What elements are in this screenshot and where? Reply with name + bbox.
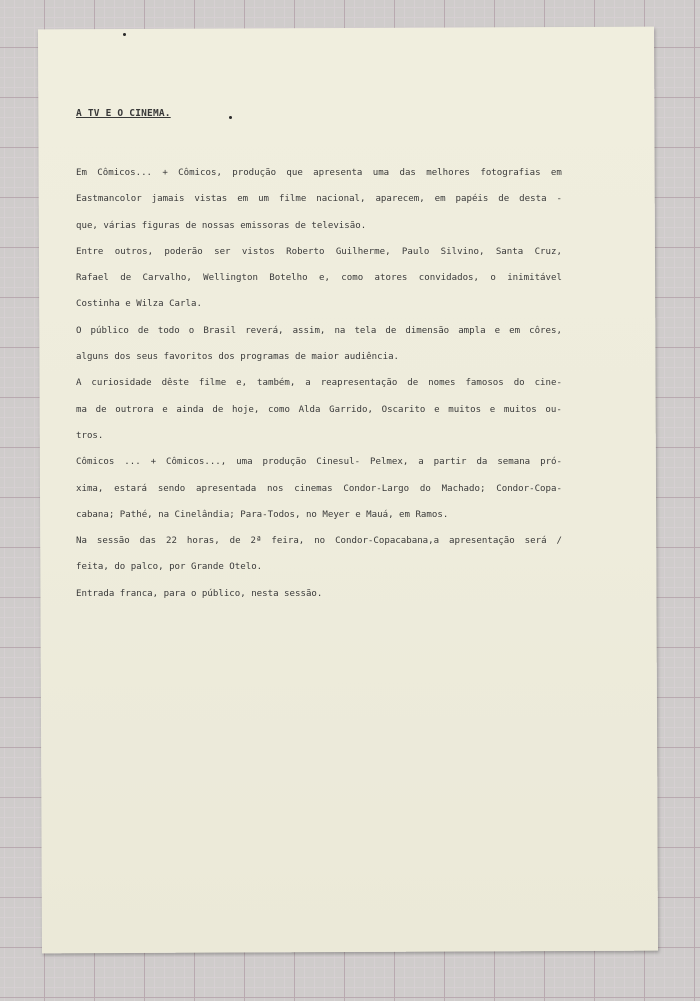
word: Em xyxy=(76,168,87,178)
word: sessão xyxy=(96,536,130,547)
word: A xyxy=(76,378,82,389)
text-line xyxy=(76,370,562,396)
word: Pelmex, xyxy=(370,457,409,468)
word: em xyxy=(237,194,249,205)
word: Entre xyxy=(76,246,104,257)
word: xima, xyxy=(76,483,104,494)
word: Santa xyxy=(495,246,524,257)
word: produção xyxy=(232,168,277,178)
word: de xyxy=(120,273,132,284)
word: Brasil xyxy=(203,325,237,336)
text-line xyxy=(76,239,562,265)
ink-speck xyxy=(123,33,126,36)
word: Wellington xyxy=(203,273,258,284)
word: uma xyxy=(372,168,390,178)
word: Eastmancolor xyxy=(76,194,142,205)
word: ma xyxy=(76,404,87,415)
word: reapresentação xyxy=(320,378,398,389)
word: vistas xyxy=(194,194,228,205)
word: e xyxy=(494,325,501,336)
word: Garrido, xyxy=(329,404,373,415)
word: o xyxy=(490,273,496,284)
text-line xyxy=(76,528,562,554)
word: Condor-Copacabana,a xyxy=(335,536,440,547)
word: e xyxy=(489,404,496,415)
word: semana xyxy=(497,457,531,468)
word: de xyxy=(498,194,510,205)
word: como xyxy=(268,404,290,415)
word: atores xyxy=(374,273,408,284)
word: também, xyxy=(257,378,296,389)
word: côres, xyxy=(529,325,562,336)
text-line: feita, do palco, por Grande Otelo. xyxy=(76,562,263,573)
word: ou- xyxy=(545,404,562,415)
word: convidados, xyxy=(418,273,479,284)
word: apresentada xyxy=(196,483,257,494)
word: da xyxy=(476,457,488,468)
word: estará xyxy=(114,483,148,494)
word: papéis xyxy=(455,194,489,205)
word: hoje, xyxy=(231,404,260,415)
word: Roberto xyxy=(286,246,325,257)
word: Rafael xyxy=(76,273,109,284)
word: outros, xyxy=(114,246,154,257)
word: ampla xyxy=(458,325,486,336)
word: cinemas xyxy=(294,483,333,494)
word: ser xyxy=(214,246,231,257)
word: Machado; xyxy=(441,483,486,494)
text-line xyxy=(76,397,562,423)
word: das xyxy=(399,168,416,178)
document-title: A TV E O CINEMA. xyxy=(76,108,171,119)
word: como xyxy=(341,273,364,284)
text-line xyxy=(76,318,562,344)
word: e xyxy=(434,404,440,415)
word: aparecem, xyxy=(375,194,425,205)
word: uma xyxy=(236,457,253,468)
word: O xyxy=(76,325,82,336)
text-line: alguns dos seus favoritos dos programas de maior audiência. xyxy=(76,352,400,363)
word: tela xyxy=(354,325,377,336)
word: e, xyxy=(318,273,330,284)
word: cine- xyxy=(534,378,562,389)
word: Cômicos xyxy=(76,457,115,468)
text-line: que, várias figuras de nossas emissoras de televisão. xyxy=(76,220,367,231)
word: fotografias xyxy=(480,168,541,178)
word: de xyxy=(385,325,397,336)
word: de xyxy=(137,325,149,336)
word: Carvalho, xyxy=(142,273,192,284)
word: apresentação xyxy=(449,536,515,547)
word: no xyxy=(314,536,326,547)
word: famosos xyxy=(465,378,504,389)
word: horas, xyxy=(186,536,220,547)
text-line xyxy=(76,160,562,186)
word: Alda xyxy=(298,404,321,415)
word: 22 xyxy=(166,536,177,547)
word: ainda xyxy=(176,404,204,415)
word: jamais xyxy=(151,194,185,205)
word: ... xyxy=(124,457,141,468)
word: das xyxy=(139,536,157,547)
word: nacional, xyxy=(316,194,366,205)
word: poderão xyxy=(164,246,203,257)
word: de xyxy=(407,378,419,389)
word: melhores xyxy=(426,168,471,178)
text-line: cabana; Pathé, na Cinelândia; Para-Todos, no Meyer e Mauá, em Ramos. xyxy=(76,509,449,520)
word: Cômicos... xyxy=(97,168,153,178)
word: sendo xyxy=(157,483,186,494)
text-line xyxy=(76,186,562,212)
word: todo xyxy=(157,325,180,336)
word: dimensão xyxy=(405,325,450,336)
word: do xyxy=(419,483,431,494)
text-line xyxy=(76,476,562,502)
text-line xyxy=(76,265,562,291)
word: curiosidade xyxy=(91,378,152,389)
word: dêste xyxy=(161,378,189,389)
word: Botelho xyxy=(269,273,308,284)
text-line xyxy=(76,449,562,475)
word: o xyxy=(188,325,195,336)
text-line: tros. xyxy=(76,430,104,441)
word: nomes xyxy=(428,378,456,389)
word: do xyxy=(513,378,525,389)
word: muitos xyxy=(503,404,537,415)
word: Cômicos, xyxy=(178,168,222,178)
word: Guilherme, xyxy=(335,246,391,257)
word: - xyxy=(556,194,562,205)
word: e xyxy=(162,404,168,415)
word: Paulo xyxy=(401,246,430,257)
word: de xyxy=(95,404,107,415)
word: desta xyxy=(519,194,547,205)
word: 2ª xyxy=(250,536,262,547)
word: apresenta xyxy=(313,168,363,178)
word: será xyxy=(524,536,547,547)
word: de xyxy=(212,404,224,415)
word: em xyxy=(550,168,562,178)
word: a xyxy=(305,378,311,389)
word: + xyxy=(162,168,168,178)
ink-speck xyxy=(229,116,232,119)
word: Oscarito xyxy=(381,404,426,415)
word: de xyxy=(229,536,241,547)
word: filme xyxy=(278,194,307,205)
word: Na xyxy=(76,536,87,547)
document-body xyxy=(76,160,562,607)
word: na xyxy=(334,325,346,336)
word: em xyxy=(509,325,521,336)
word: público xyxy=(90,325,129,336)
word: Cômicos..., xyxy=(166,457,227,468)
word: que xyxy=(286,168,303,178)
word: produção xyxy=(262,457,307,468)
word: partir xyxy=(433,457,467,468)
word: vistos xyxy=(241,246,275,257)
word: em xyxy=(434,194,446,205)
word: muitos xyxy=(448,404,482,415)
word: reverá, xyxy=(245,325,284,336)
word: feira, xyxy=(271,536,305,547)
word: Cruz, xyxy=(534,246,562,257)
word: outrora xyxy=(115,404,154,415)
word: pró- xyxy=(540,457,562,468)
text-line: Costinha e Wilza Carla. xyxy=(76,299,202,310)
word: + xyxy=(150,457,157,468)
word: a xyxy=(418,457,424,468)
word: e, xyxy=(236,378,248,389)
text-line: Entrada franca, para o público, nesta sessão. xyxy=(76,588,323,599)
word: assim, xyxy=(292,325,326,336)
word: filme xyxy=(198,378,227,389)
word: Cinesul- xyxy=(316,457,361,468)
word: Condor-Copa- xyxy=(496,483,562,494)
word: nos xyxy=(267,483,284,494)
word: inimitável xyxy=(507,273,562,284)
word: / xyxy=(556,536,562,547)
word: um xyxy=(258,194,270,205)
word: Silvino, xyxy=(440,246,485,257)
word: Condor-Largo xyxy=(343,483,410,494)
